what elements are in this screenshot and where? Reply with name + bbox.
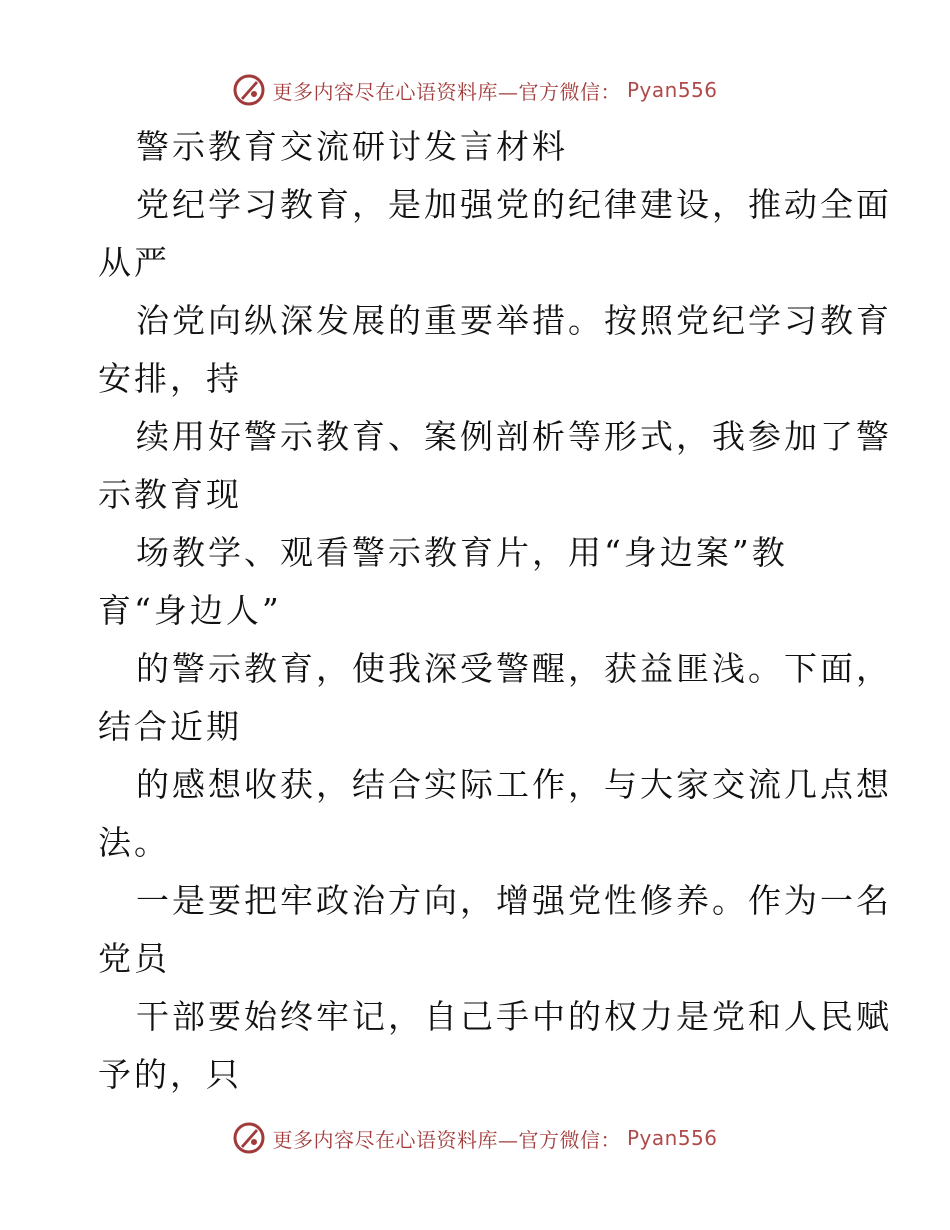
text-line: 的警示教育，使我深受警醒，获益匪浅。下面， [136, 649, 892, 688]
banner-text: 更多内容尽在心语资料库—官方微信： [272, 1127, 621, 1152]
banner-text: 更多内容尽在心语资料库—官方微信： [272, 79, 621, 104]
text-line: 干部要始终牢记，自己手中的权力是党和人民赋 [136, 997, 892, 1036]
text-line: 治党向纵深发展的重要举措。按照党纪学习教育 [136, 301, 892, 340]
text-line: 示教育现 [98, 475, 242, 514]
header-banner [0, 70, 950, 110]
document-title: 警示教育交流研讨发言材料 [136, 127, 568, 166]
document-body [98, 118, 892, 1104]
banner-wechat-id: Pyan556 [626, 1126, 718, 1150]
text-line: 续用好警示教育、案例剖析等形式，我参加了警 [136, 417, 892, 456]
quill-logo-icon [232, 73, 266, 107]
text-line: 育“身边人” [98, 591, 282, 630]
quill-logo-icon [232, 1121, 266, 1155]
text-line: 从严 [98, 243, 170, 282]
text-line: 法。 [98, 823, 170, 862]
text-line: 予的，只 [98, 1055, 242, 1094]
text-line: 安排，持 [98, 359, 242, 398]
text-line: 一是要把牢政治方向，增强党性修养。作为一名 [136, 881, 892, 920]
text-line: 结合近期 [98, 707, 242, 746]
text-line: 场教学、观看警示教育片，用“身边案”教 [136, 533, 788, 572]
footer-banner [0, 1118, 950, 1158]
text-line: 的感想收获，结合实际工作，与大家交流几点想 [136, 765, 892, 804]
text-line: 党纪学习教育，是加强党的纪律建设，推动全面 [136, 185, 892, 224]
banner-wechat-id: Pyan556 [626, 78, 718, 102]
text-line: 党员 [98, 939, 170, 978]
